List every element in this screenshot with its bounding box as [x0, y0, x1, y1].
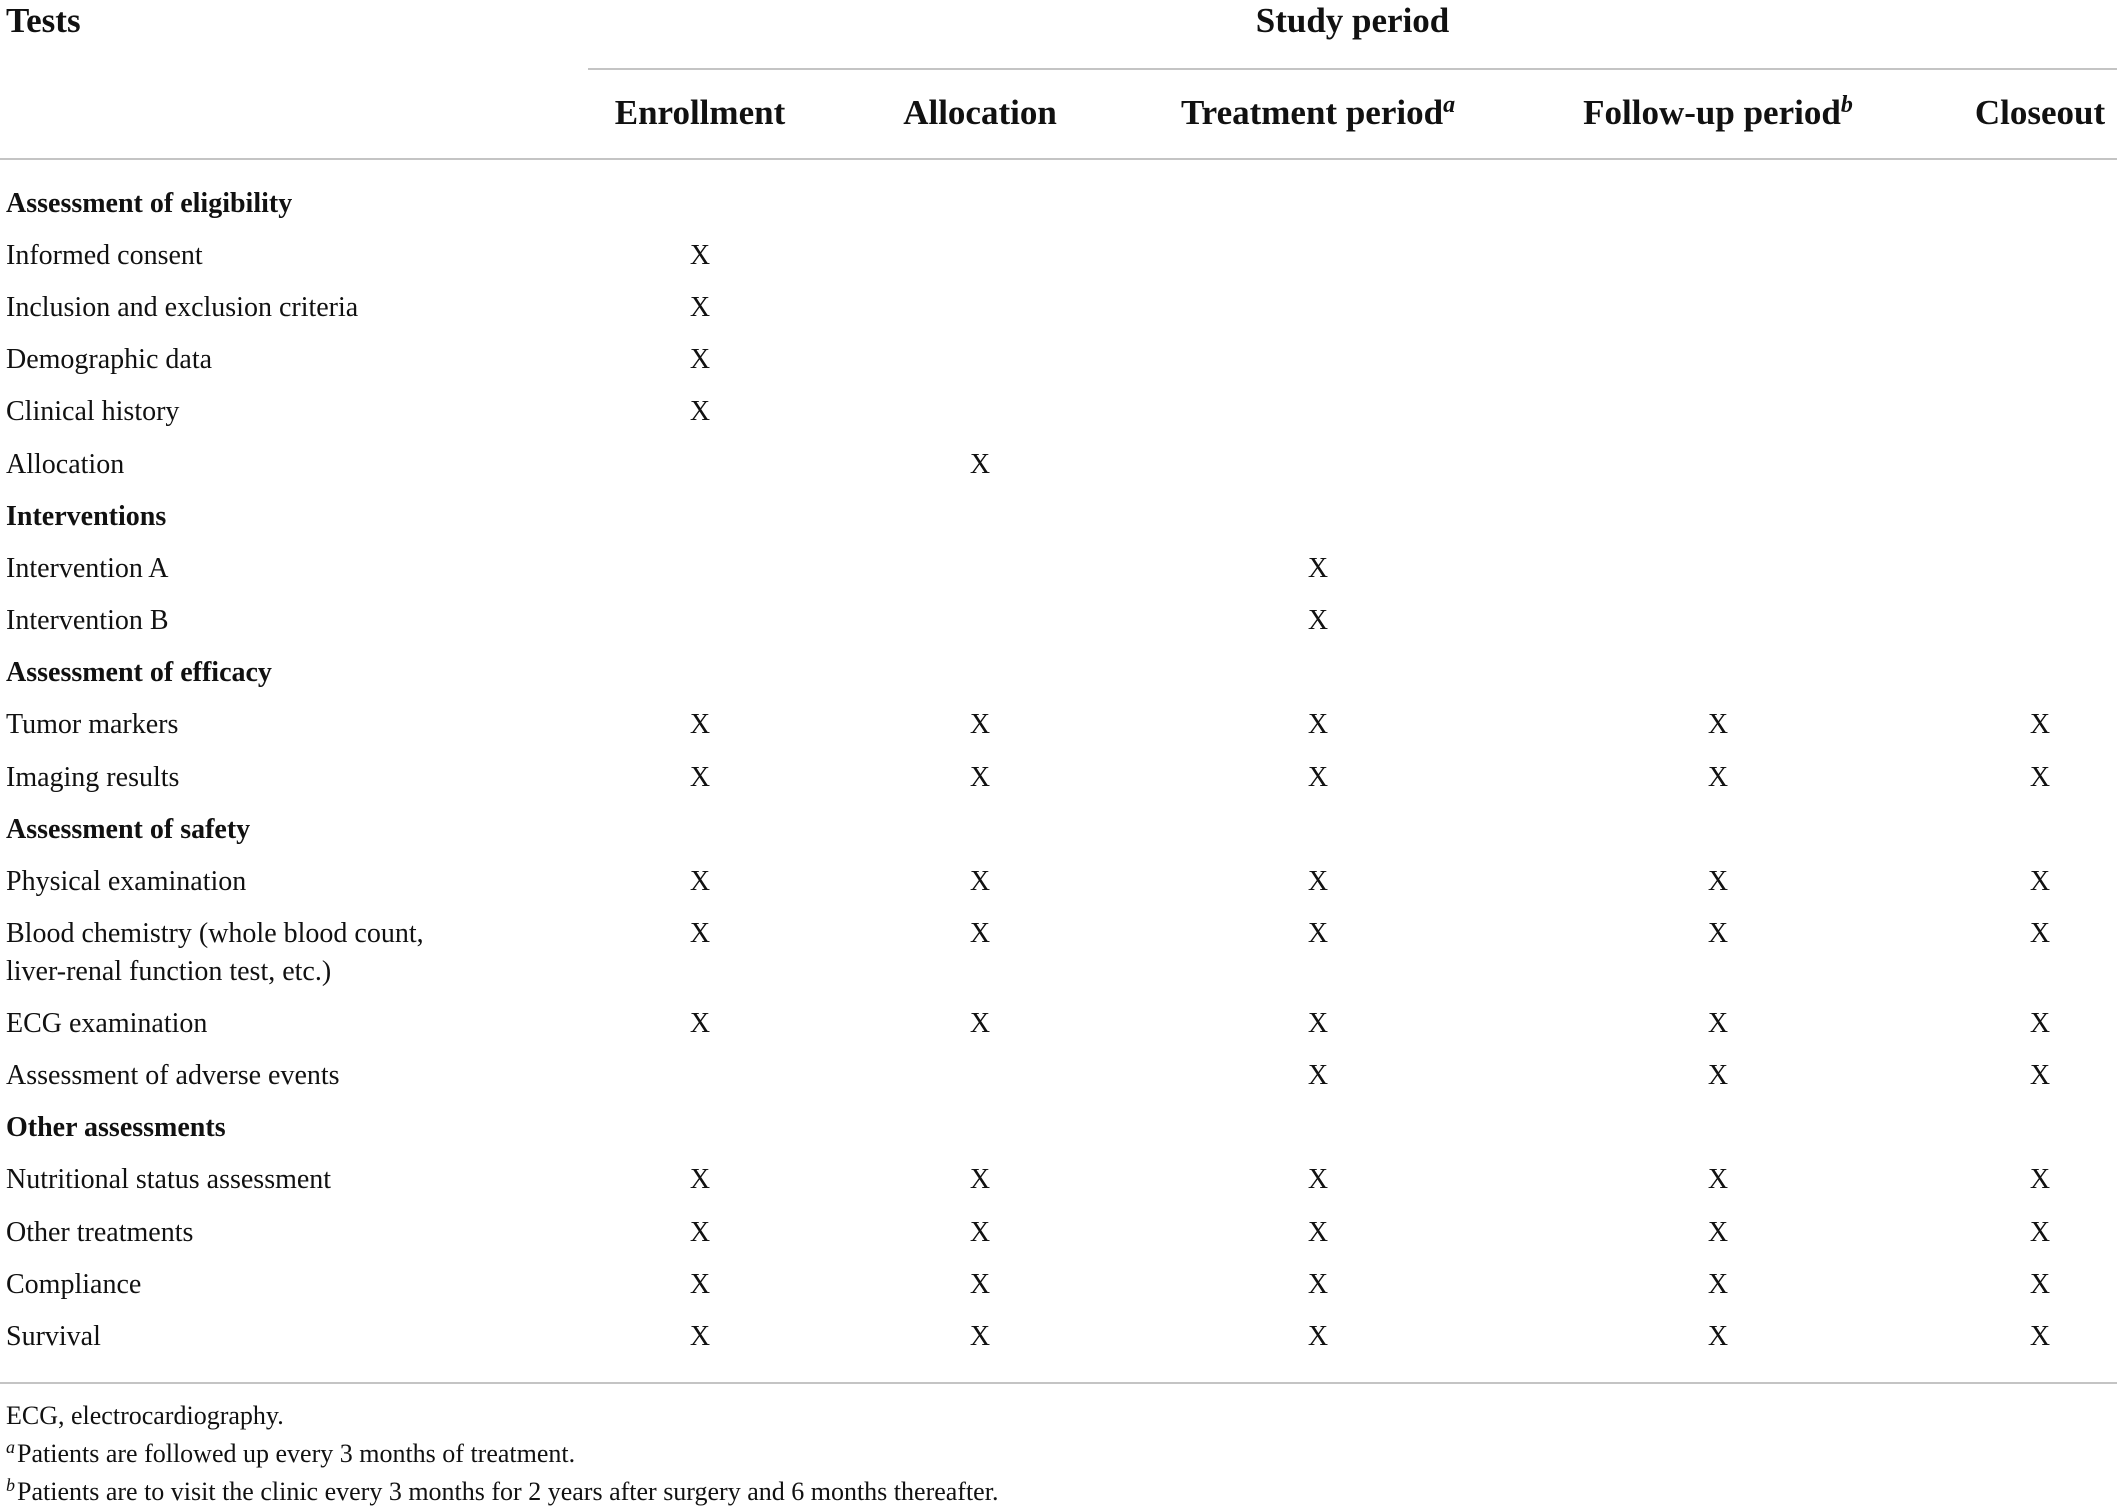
row-label: Nutritional status assessment [6, 1164, 332, 1195]
check-mark: X [1307, 1217, 1329, 1248]
tests-column-header: Tests [6, 1, 81, 40]
check-mark: X [2029, 1217, 2051, 1248]
row-label: Blood chemistry (whole blood count, liver-renal function test, etc.) [6, 918, 424, 987]
footnote-marker: a [1443, 92, 1456, 118]
check-mark: X [2029, 866, 2051, 897]
check-mark: X [689, 762, 711, 793]
check-mark: X [2029, 1321, 2051, 1352]
row-label: Physical examination [6, 866, 247, 897]
row-label: Clinical history [6, 396, 180, 427]
row-label: Survival [6, 1321, 101, 1352]
check-mark: X [689, 1321, 711, 1352]
check-mark: X [1707, 709, 1729, 740]
row-label: Imaging results [6, 762, 180, 793]
check-mark: X [1307, 1060, 1329, 1091]
column-header-label: Enrollment [614, 93, 786, 132]
check-mark: X [2029, 918, 2051, 949]
check-mark: X [1707, 1164, 1729, 1195]
row-label: ECG examination [6, 1008, 208, 1039]
table-bottom-rule [0, 1382, 2117, 1384]
check-mark: X [1707, 1008, 1729, 1039]
column-header-label: Closeout [1974, 93, 2106, 132]
section-label: Assessment of safety [6, 814, 251, 845]
check-mark: X [969, 866, 991, 897]
table-footnotes [6, 1397, 2106, 1511]
check-mark: X [1307, 605, 1329, 636]
check-mark: X [1307, 553, 1329, 584]
check-mark: X [969, 709, 991, 740]
check-mark: X [689, 396, 711, 427]
row-label: Compliance [6, 1269, 142, 1300]
check-mark: X [969, 762, 991, 793]
check-mark: X [969, 1008, 991, 1039]
check-mark: X [1707, 1321, 1729, 1352]
check-mark: X [1307, 918, 1329, 949]
footnote-marker: a [6, 1437, 15, 1457]
check-mark: X [1307, 762, 1329, 793]
footnote [6, 1473, 2106, 1511]
check-mark: X [1307, 1321, 1329, 1352]
column-header-label: Allocation [903, 93, 1057, 132]
section-label: Other assessments [6, 1112, 226, 1143]
check-mark: X [969, 1321, 991, 1352]
check-mark: X [689, 1008, 711, 1039]
check-mark: X [689, 709, 711, 740]
check-mark: X [1307, 709, 1329, 740]
check-mark: X [1307, 1008, 1329, 1039]
check-mark: X [689, 1269, 711, 1300]
check-mark: X [1307, 1164, 1329, 1195]
check-mark: X [2029, 1060, 2051, 1091]
row-label: Informed consent [6, 240, 203, 271]
check-mark: X [2029, 709, 2051, 740]
check-mark: X [689, 344, 711, 375]
row-label: Allocation [6, 449, 125, 480]
row-label: Demographic data [6, 344, 213, 375]
check-mark: X [2029, 762, 2051, 793]
row-label: Other treatments [6, 1217, 194, 1248]
check-mark: X [969, 918, 991, 949]
check-mark: X [689, 866, 711, 897]
footnote [6, 1435, 2106, 1473]
section-label: Assessment of eligibility [6, 188, 293, 219]
footnote-text: Patients are to visit the clinic every 3 months for 2 years after surgery and 6 months thereafter. [17, 1477, 999, 1506]
check-mark: X [1707, 866, 1729, 897]
check-mark: X [1707, 918, 1729, 949]
check-mark: X [689, 240, 711, 271]
check-mark: X [689, 918, 711, 949]
check-mark: X [969, 1217, 991, 1248]
row-label: Intervention A [6, 553, 169, 584]
footnote-text: ECG, electrocardiography. [6, 1401, 284, 1430]
footnote-text: Patients are followed up every 3 months of treatment. [17, 1439, 576, 1468]
row-label: Assessment of adverse events [6, 1060, 340, 1091]
footnote [6, 1397, 2106, 1435]
check-mark: X [1707, 1060, 1729, 1091]
row-label: Intervention B [6, 605, 169, 636]
check-mark: X [1307, 1269, 1329, 1300]
check-mark: X [969, 449, 991, 480]
footnote-marker: b [6, 1475, 15, 1495]
column-header-label: Treatment period [1180, 93, 1444, 132]
column-header-label: Follow-up period [1583, 93, 1841, 132]
check-mark: X [969, 1164, 991, 1195]
check-mark: X [1707, 762, 1729, 793]
row-label: Tumor markers [6, 709, 179, 740]
study-period-header: Study period [1255, 1, 1450, 40]
check-mark: X [1307, 866, 1329, 897]
section-label: Assessment of efficacy [6, 657, 272, 688]
section-label: Interventions [6, 501, 167, 532]
check-mark: X [1707, 1269, 1729, 1300]
check-mark: X [2029, 1164, 2051, 1195]
check-mark: X [689, 292, 711, 323]
check-mark: X [2029, 1269, 2051, 1300]
footnote-marker: b [1840, 92, 1853, 118]
check-mark: X [689, 1217, 711, 1248]
check-mark: X [1707, 1217, 1729, 1248]
check-mark: X [689, 1164, 711, 1195]
check-mark: X [969, 1269, 991, 1300]
check-mark: X [2029, 1008, 2051, 1039]
row-label: Inclusion and exclusion criteria [6, 292, 359, 323]
